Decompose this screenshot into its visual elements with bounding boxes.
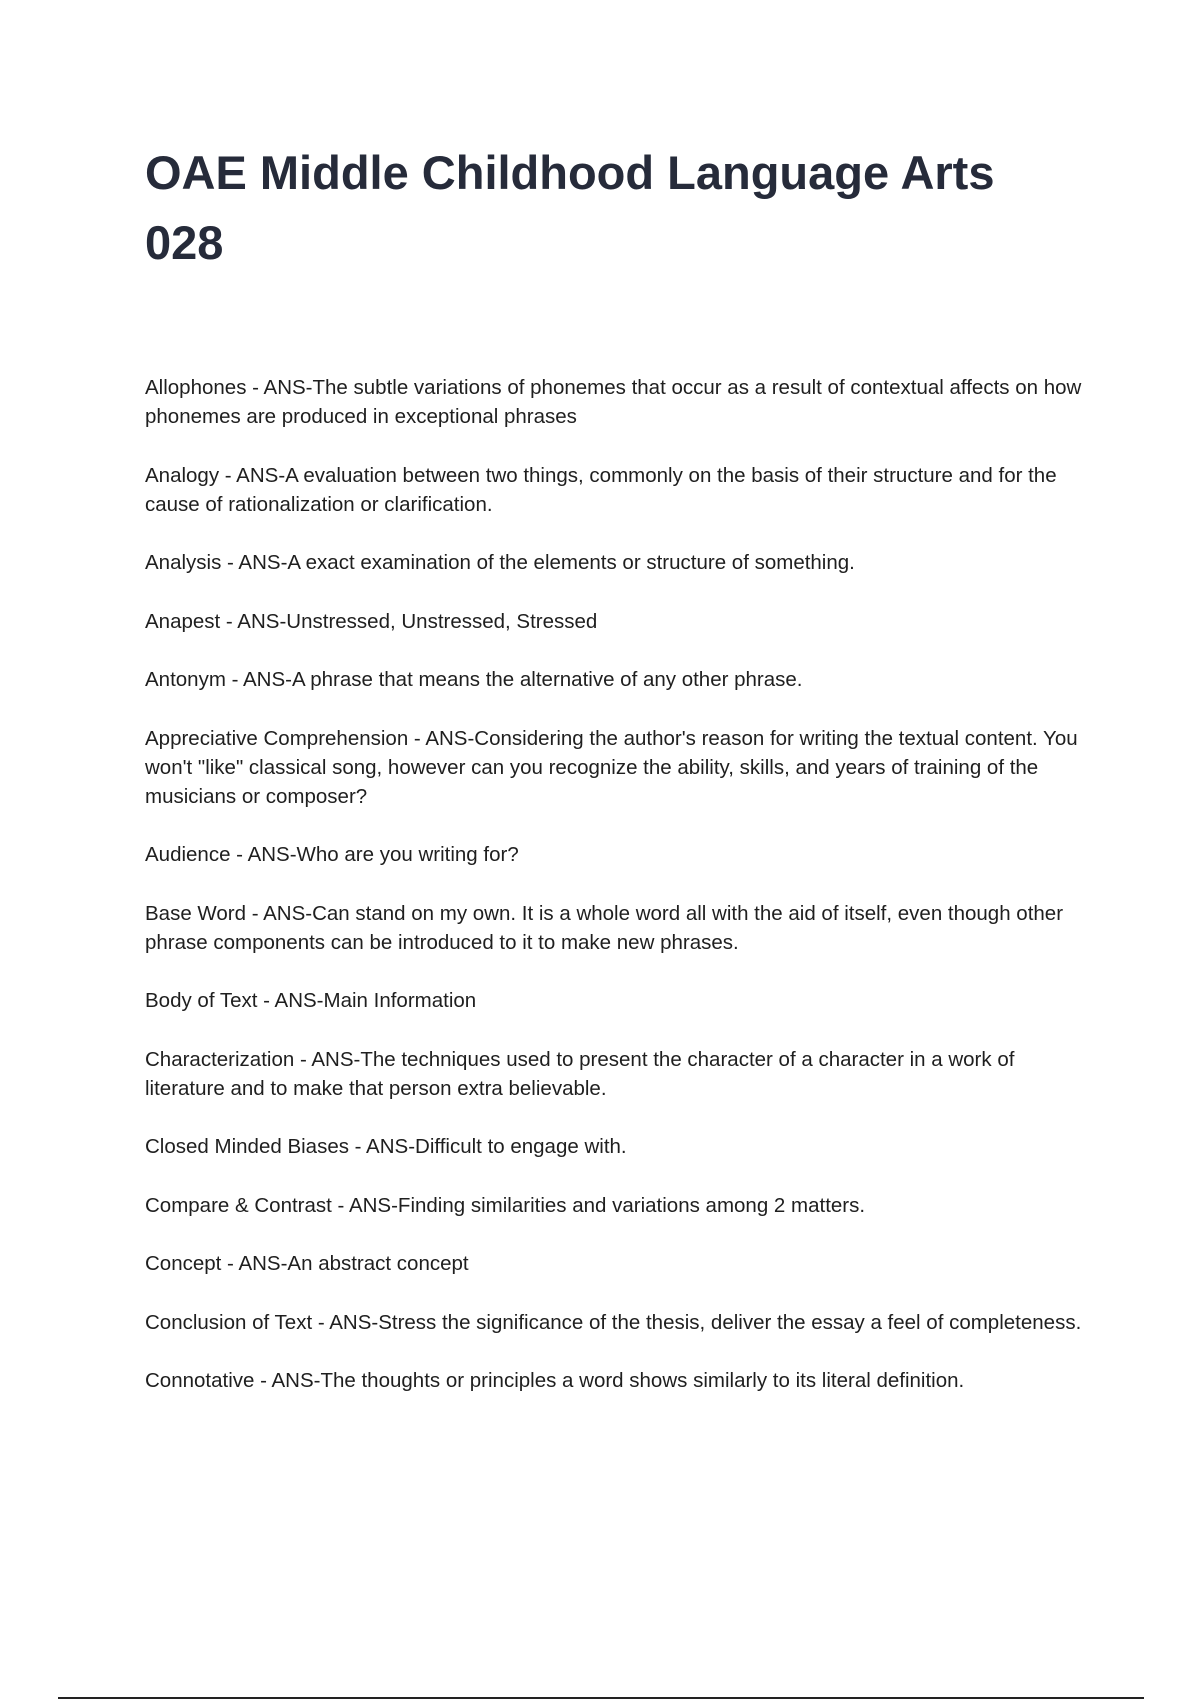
glossary-entry: Closed Minded Biases - ANS-Difficult to engage with. [145, 1135, 627, 1158]
glossary-entry: Connotative - ANS-The thoughts or principles a word shows similarly to its literal definition. [145, 1369, 965, 1392]
glossary-entry: Conclusion of Text - ANS-Stress the significance of the thesis, deliver the essay a feel of completeness. [145, 1310, 1082, 1334]
glossary-entry: Characterization - ANS-The techniques used to present the character of a character in a work of literature and to make that person extra believable. [145, 1047, 1015, 1100]
glossary-entry: Audience - ANS-Who are you writing for? [145, 843, 519, 866]
footer-divider [58, 1697, 1144, 1699]
glossary-entry: Concept - ANS-An abstract concept [145, 1252, 469, 1275]
document-title: OAE Middle Childhood Language Arts 028 [145, 146, 995, 269]
glossary-entry: Compare & Contrast - ANS-Finding similarities and variations among 2 matters. [145, 1193, 866, 1217]
glossary-list [145, 373, 1090, 1425]
glossary-entry: Allophones - ANS-The subtle variations of phonemes that occur as a result of contextual affects on how phonemes are produced in exceptional phrases [145, 376, 1082, 428]
glossary-entry: Body of Text - ANS-Main Information [145, 989, 477, 1012]
glossary-entry: Analogy - ANS-A evaluation between two things, commonly on the basis of their structure and for the cause of rationalization or clarification. [145, 463, 1057, 516]
glossary-entry: Antonym - ANS-A phrase that means the alternative of any other phrase. [145, 668, 803, 691]
glossary-entry: Anapest - ANS-Unstressed, Unstressed, Stressed [145, 609, 598, 633]
glossary-entry: Base Word - ANS-Can stand on my own. It is a whole word all with the aid of itself, even though other phrase components can be introduced to it to make new phrases. [145, 901, 1064, 954]
glossary-entry: Appreciative Comprehension - ANS-Considering the author's reason for writing the textual content. You won't "like" classical song, however can you recognize the ability, skills, and years of training of the musicians or composer? [145, 726, 1078, 808]
glossary-entry: Analysis - ANS-A exact examination of the elements or structure of something. [145, 551, 855, 574]
